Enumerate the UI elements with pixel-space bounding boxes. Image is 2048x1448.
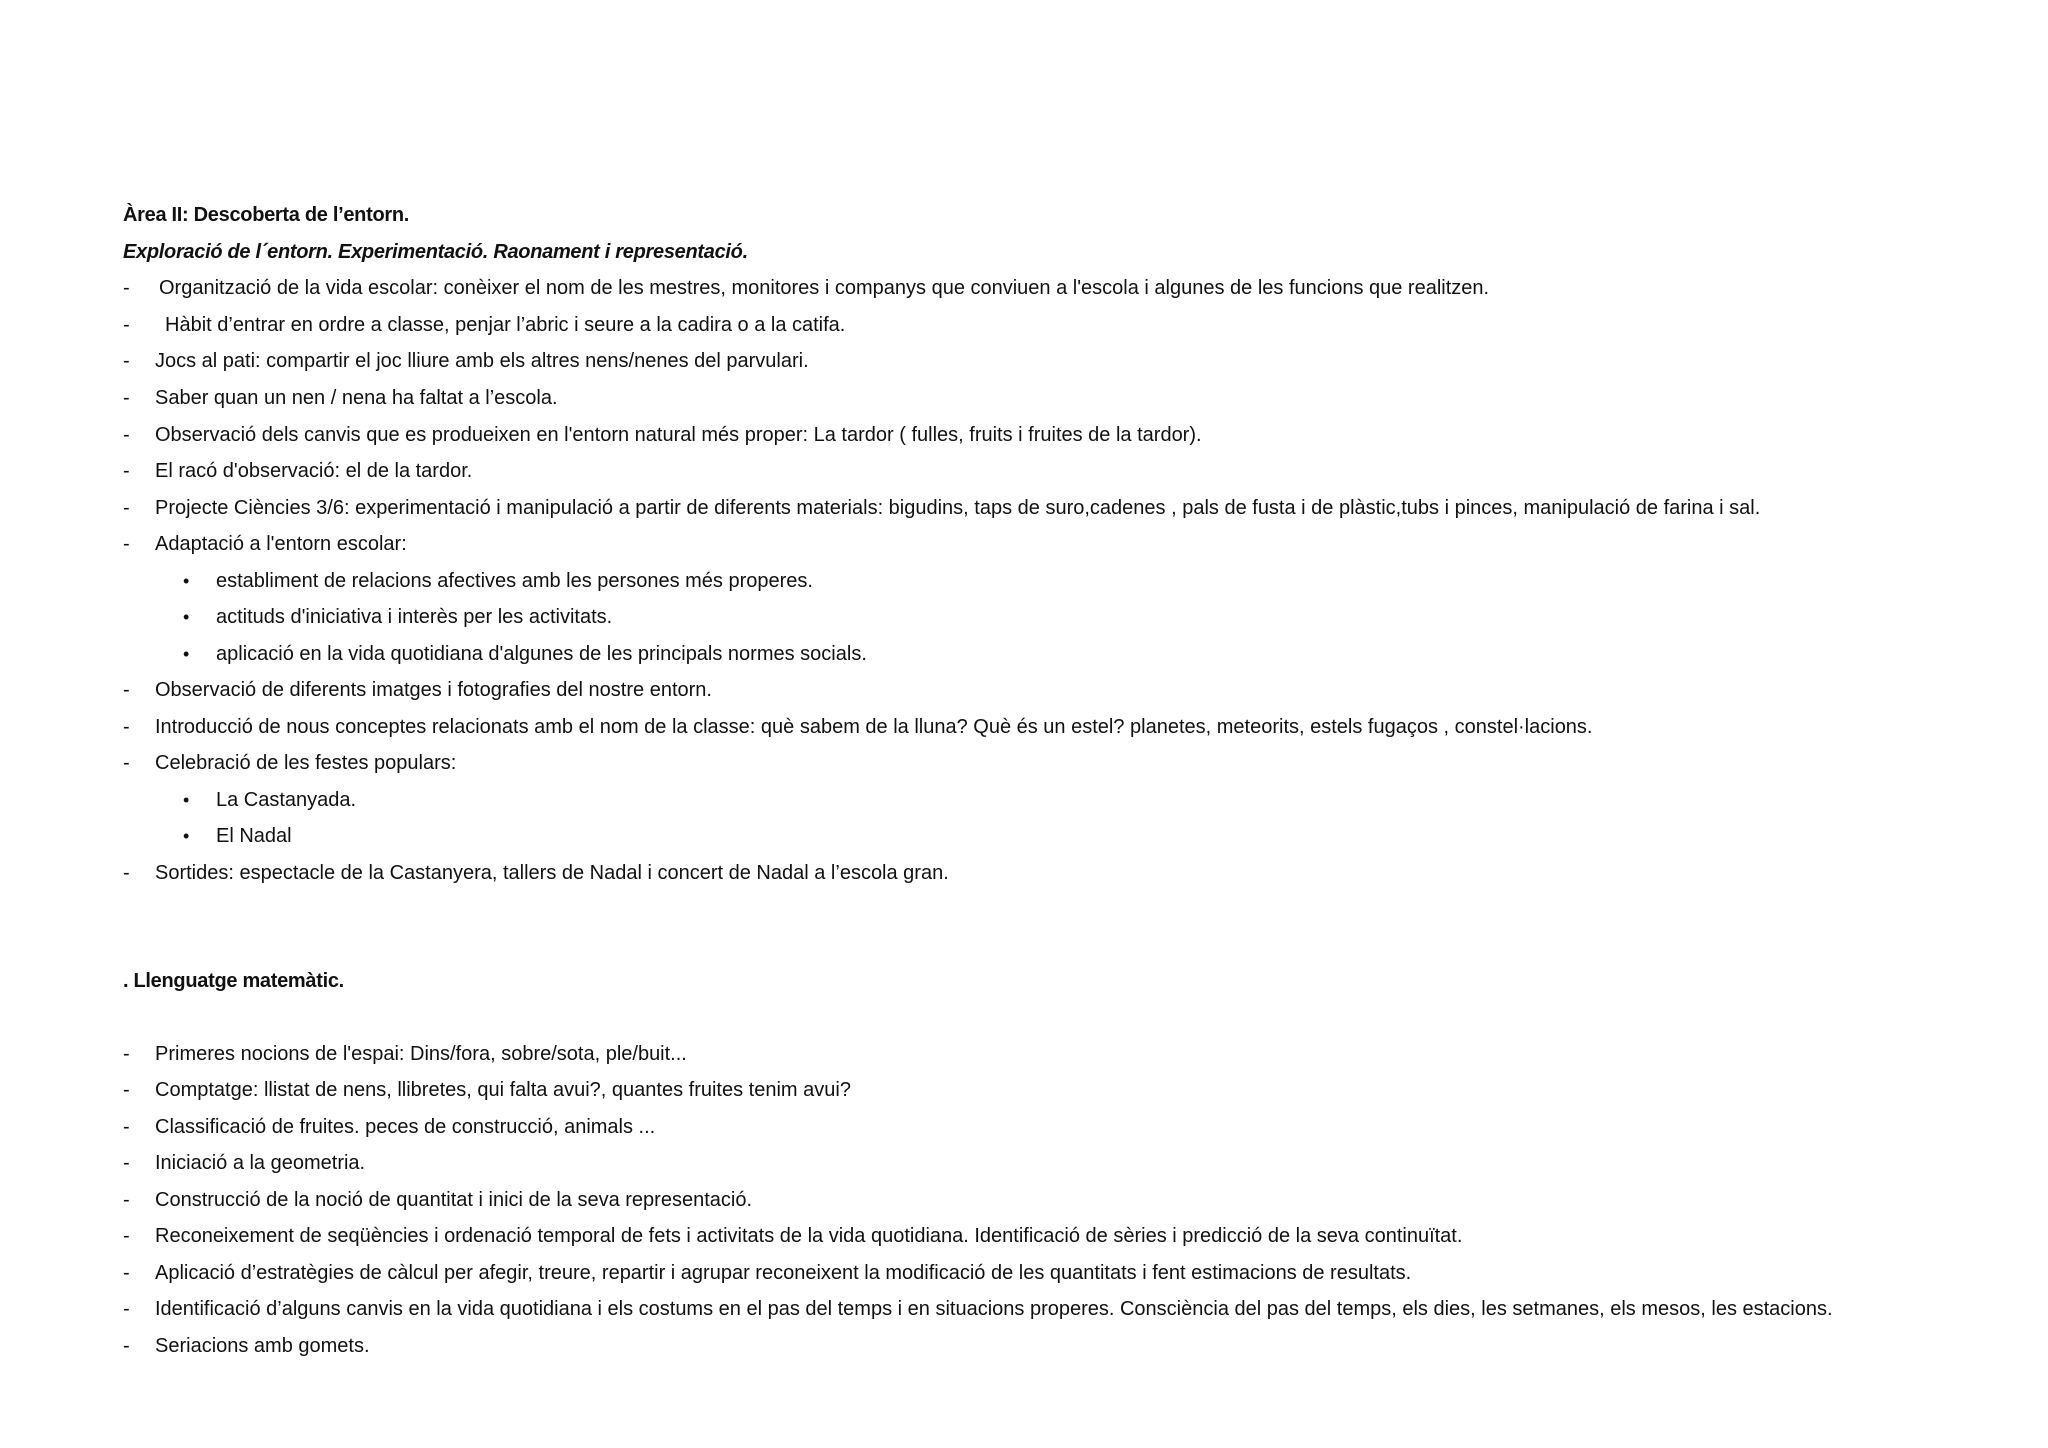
- dash-marker: -: [123, 1225, 130, 1247]
- bullet-marker: •: [183, 644, 190, 664]
- list-item-text: Organització de la vida escolar: conèixer el nom de les mestres, monitores i companys que conviuen a l'escola i algunes de les funcions que realitzen.: [159, 277, 1490, 299]
- list-item-text: Reconeixement de seqüències i ordenació temporal de fets i activitats de la vida quotidiana. Identificació de sèries i predicció de la seva continuïtat.: [155, 1225, 1463, 1247]
- dash-marker: -: [123, 1043, 130, 1065]
- bullet-marker: •: [183, 826, 190, 846]
- dash-marker: -: [123, 679, 130, 701]
- list-item-text: Introducció de nous conceptes relacionats amb el nom de la classe: què sabem de la lluna? Què és un estel? planetes, meteorits, estels fugaços , constel·lacions.: [155, 716, 1593, 738]
- dash-marker: -: [123, 387, 130, 409]
- list-item-text: Saber quan un nen / nena ha faltat a l’escola.: [155, 387, 558, 409]
- list-item-text: Adaptació a l'entorn escolar:: [155, 533, 407, 555]
- bullet-marker: •: [183, 571, 190, 591]
- section-subtitle: Exploració de l´entorn. Experimentació. Raonament i representació.: [123, 241, 748, 263]
- section-title-llenguatge-matematic: . Llenguatge matemàtic.: [123, 970, 344, 992]
- dash-marker: -: [123, 1116, 130, 1138]
- list-item-text: Hàbit d’entrar en ordre a classe, penjar l’abric i seure a la cadira o a la catifa.: [165, 314, 846, 336]
- dash-marker: -: [123, 1079, 130, 1101]
- section-title-area-ii: Àrea II: Descoberta de l’entorn.: [123, 204, 410, 226]
- dash-marker: -: [123, 460, 130, 482]
- list-item-text: El racó d'observació: el de la tardor.: [155, 460, 473, 482]
- list-item-text: Jocs al pati: compartir el joc lliure amb els altres nens/nenes del parvulari.: [155, 350, 809, 372]
- list-item-text: Classificació de fruites. peces de construcció, animals ...: [155, 1116, 656, 1138]
- dash-marker: -: [123, 424, 130, 446]
- list-item-text: Aplicació d’estratègies de càlcul per afegir, treure, repartir i agrupar reconeixent la modificació de les quantitats i fent estimacions de resultats.: [155, 1262, 1412, 1284]
- list-item-text: Seriacions amb gomets.: [155, 1335, 370, 1357]
- list-item-text: Iniciació a la geometria.: [155, 1152, 366, 1174]
- dash-marker: -: [123, 716, 130, 738]
- list-item-text: Observació de diferents imatges i fotografies del nostre entorn.: [155, 679, 712, 701]
- dash-marker: -: [123, 752, 130, 774]
- dash-marker: -: [123, 1262, 130, 1284]
- dash-marker: -: [123, 350, 130, 372]
- list-item-text: Construcció de la noció de quantitat i inici de la seva representació.: [155, 1189, 753, 1211]
- dash-marker: -: [123, 1152, 130, 1174]
- list-item-text: Projecte Ciències 3/6: experimentació i manipulació a partir de diferents materials: bigudins, taps de suro,cadenes , pals de fusta i de plàstic,tubs i pinces, manipulació de farina i sal.: [155, 497, 1761, 519]
- bullet-item-text: actituds d'iniciativa i interès per les activitats.: [216, 606, 613, 628]
- bullet-item-text: aplicació en la vida quotidiana d'algunes de les principals normes socials.: [216, 643, 867, 665]
- dash-marker: -: [123, 533, 130, 555]
- bullet-item-text: La Castanyada.: [216, 789, 357, 811]
- list-item-text: Primeres nocions de l'espai: Dins/fora, sobre/sota, ple/buit...: [155, 1043, 687, 1065]
- dash-marker: -: [123, 277, 130, 299]
- dash-marker: -: [123, 1298, 130, 1320]
- bullet-item-text: establiment de relacions afectives amb les persones més properes.: [216, 570, 813, 592]
- bullet-marker: •: [183, 607, 190, 627]
- dash-marker: -: [123, 862, 130, 884]
- dash-marker: -: [123, 314, 130, 336]
- bullet-marker: •: [183, 790, 190, 810]
- list-item-text: Identificació d’alguns canvis en la vida quotidiana i els costums en el pas del temps i en situacions properes. Consciència del pas del temps, els dies, les setmanes, els mesos, les estacions.: [155, 1298, 1833, 1320]
- list-item-text: Celebració de les festes populars:: [155, 752, 457, 774]
- list-item-text: Sortides: espectacle de la Castanyera, tallers de Nadal i concert de Nadal a l’escola gran.: [155, 862, 949, 884]
- bullet-item-text: El Nadal: [216, 825, 292, 847]
- list-item-text: Observació dels canvis que es produeixen en l'entorn natural més proper: La tardor ( fulles, fruits i fruites de la tardor).: [155, 424, 1202, 446]
- list-item-text: Comptatge: llistat de nens, llibretes, qui falta avui?, quantes fruites tenim avui?: [155, 1079, 851, 1101]
- dash-marker: -: [123, 1335, 130, 1357]
- dash-marker: -: [123, 1189, 130, 1211]
- dash-marker: -: [123, 497, 130, 519]
